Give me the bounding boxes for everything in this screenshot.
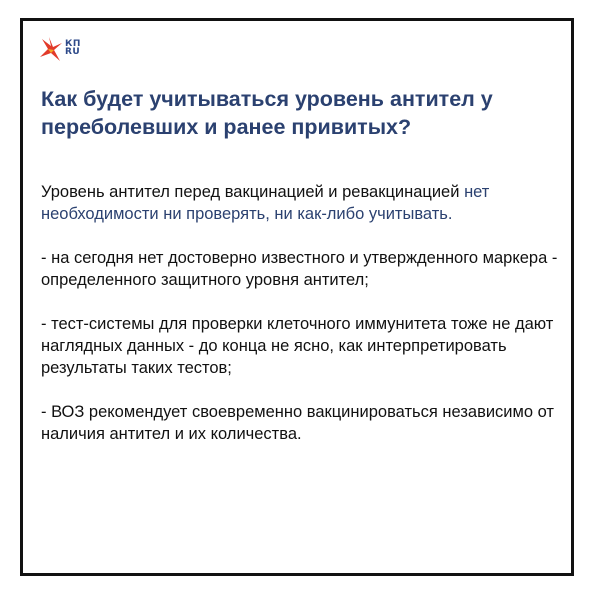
point-1: - на сегодня нет достоверно известного и утвержденного маркера - определенного защитного уровня антител; bbox=[41, 249, 558, 289]
article-body bbox=[41, 181, 571, 445]
content-card bbox=[20, 18, 574, 576]
logo-text bbox=[65, 40, 81, 56]
star-icon bbox=[38, 37, 66, 63]
logo-text-line2: RU bbox=[65, 47, 81, 57]
intro-highlight: нет необходимости ни проверять, ни как-либо учитывать. bbox=[41, 183, 490, 223]
point-2: - тест-системы для проверки клеточного иммунитета тоже не дают наглядных данных - до конца не ясно, как интерпретировать результаты таких тестов; bbox=[41, 315, 554, 377]
intro-paragraph bbox=[41, 181, 571, 225]
point-3: - ВОЗ рекомендует своевременно вакцинироваться независимо от наличия антител и их количества. bbox=[41, 403, 554, 443]
intro-text: Уровень антител перед вакцинацией и ревакцинацией bbox=[41, 183, 460, 201]
logo-text-line1: КП bbox=[65, 39, 81, 49]
page-title: Как будет учитываться уровень антител у переболевших и ранее привитых? bbox=[41, 87, 493, 139]
kp-logo bbox=[38, 37, 98, 63]
